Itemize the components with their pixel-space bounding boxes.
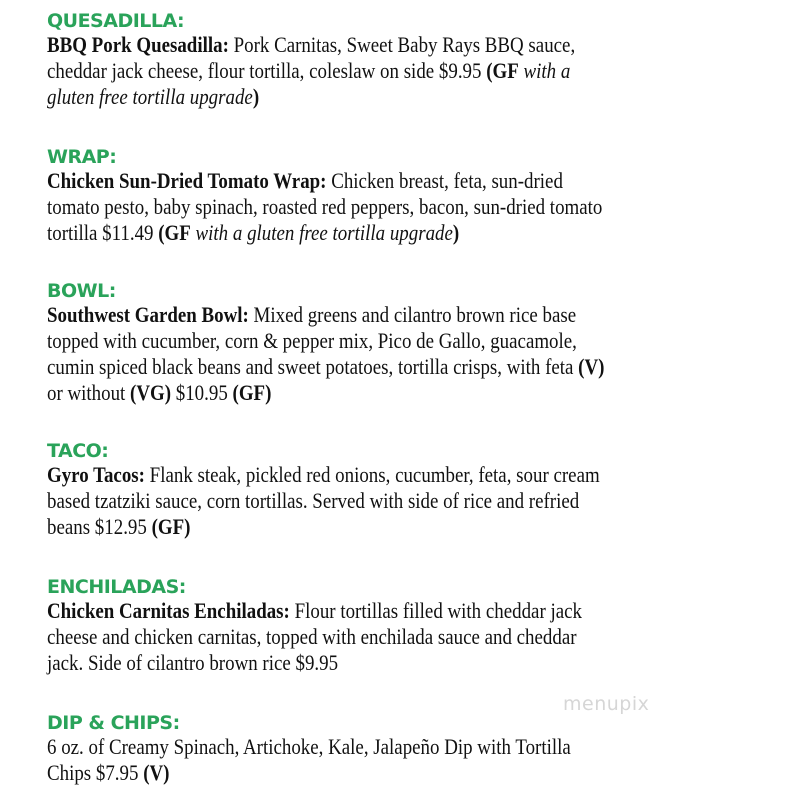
gf-tag: GF (164, 220, 191, 245)
menu-item-line (47, 220, 602, 246)
section-wrap (47, 146, 693, 246)
vegetarian-tag: (V) (578, 354, 605, 379)
menu-item-line (47, 760, 571, 786)
item-name: Southwest Garden Bowl: (47, 302, 249, 327)
item-name: Chicken Sun-Dried Tomato Wrap: (47, 168, 327, 193)
item-description: Pork Carnitas, Sweet Baby Rays BBQ sauce, (228, 32, 576, 57)
menu-item-line (47, 650, 582, 676)
menu-item-line (47, 194, 602, 220)
section-heading: TACO: (47, 440, 109, 462)
menu-item-line (47, 514, 600, 540)
menu-item-line (47, 380, 604, 406)
section-heading: QUESADILLA: (47, 10, 185, 32)
item-description: cheddar jack cheese, flour tortilla, coleslaw on side $9.95 (47, 58, 487, 83)
section-taco (47, 440, 690, 540)
item-description: beans $12.95 (47, 514, 152, 539)
section-heading: DIP & CHIPS: (47, 712, 180, 734)
menu-item-line (47, 58, 575, 84)
item-description: tortilla $11.49 (47, 220, 159, 245)
gf-note: with a gluten free tortilla upgrade (190, 220, 453, 245)
gf-note: with a (518, 58, 571, 83)
tag-paren: ( (486, 58, 493, 83)
item-description: topped with cucumber, corn & pepper mix, Pico de Gallo, guacamole, (47, 328, 577, 353)
item-description: cumin spiced black beans and sweet potatoes, tortilla crisps, with feta (47, 354, 579, 379)
menu-item-line (47, 624, 582, 650)
item-name: Chicken Carnitas Enchiladas: (47, 598, 290, 623)
item-description: tomato pesto, baby spinach, roasted red peppers, bacon, sun-dried tomato (47, 194, 603, 219)
section-enchiladas (47, 576, 669, 676)
gf-tag: (GF) (232, 380, 272, 405)
item-description: 6 oz. of Creamy Spinach, Artichoke, Kale, Jalapeño Dip with Tortilla (47, 734, 571, 759)
menu-item-line (47, 168, 602, 194)
menu-item-line (47, 328, 604, 354)
item-description: Flank steak, pickled red onions, cucumber, feta, sour cream (144, 462, 600, 487)
menu-item-line (47, 354, 604, 380)
section-heading: BOWL: (47, 280, 116, 302)
vegetarian-tag: (V) (143, 760, 170, 785)
item-description: jack. Side of cilantro brown rice $9.95 (47, 650, 339, 675)
item-description: Chicken breast, feta, sun-dried (326, 168, 563, 193)
vegan-tag: (VG) (130, 380, 172, 405)
section-quesadilla (47, 10, 661, 110)
gf-note: gluten free tortilla upgrade (47, 84, 253, 109)
tag-paren: ( (158, 220, 165, 245)
section-heading: ENCHILADAS: (47, 576, 186, 598)
item-name: BBQ Pork Quesadilla: (47, 32, 229, 57)
item-description: Flour tortillas filled with cheddar jack (289, 598, 583, 623)
item-description: or without (47, 380, 131, 405)
item-description: cheese and chicken carnitas, topped with enchilada sauce and cheddar (47, 624, 577, 649)
item-description: Chips $7.95 (47, 760, 144, 785)
menu-item-line (47, 598, 582, 624)
section-bowl (47, 280, 695, 406)
menu-item-line (47, 302, 604, 328)
menu-item-line (47, 32, 575, 58)
menu-item-line (47, 462, 600, 488)
menu-item-line (47, 84, 575, 110)
item-description: Mixed greens and cilantro brown rice base (248, 302, 577, 327)
gf-tag: GF (492, 58, 519, 83)
item-name: Gyro Tacos: (47, 462, 145, 487)
item-price: $10.95 (171, 380, 233, 405)
watermark-logo: menupix (563, 693, 650, 715)
menu-item-line (47, 488, 600, 514)
section-heading: WRAP: (47, 146, 117, 168)
item-description: based tzatziki sauce, corn tortillas. Served with side of rice and refried (47, 488, 580, 513)
gf-tag: (GF) (151, 514, 191, 539)
tag-paren: ) (252, 84, 260, 109)
tag-paren: ) (452, 220, 460, 245)
menu-item-line (47, 734, 571, 760)
section-dip-chips (47, 712, 656, 786)
